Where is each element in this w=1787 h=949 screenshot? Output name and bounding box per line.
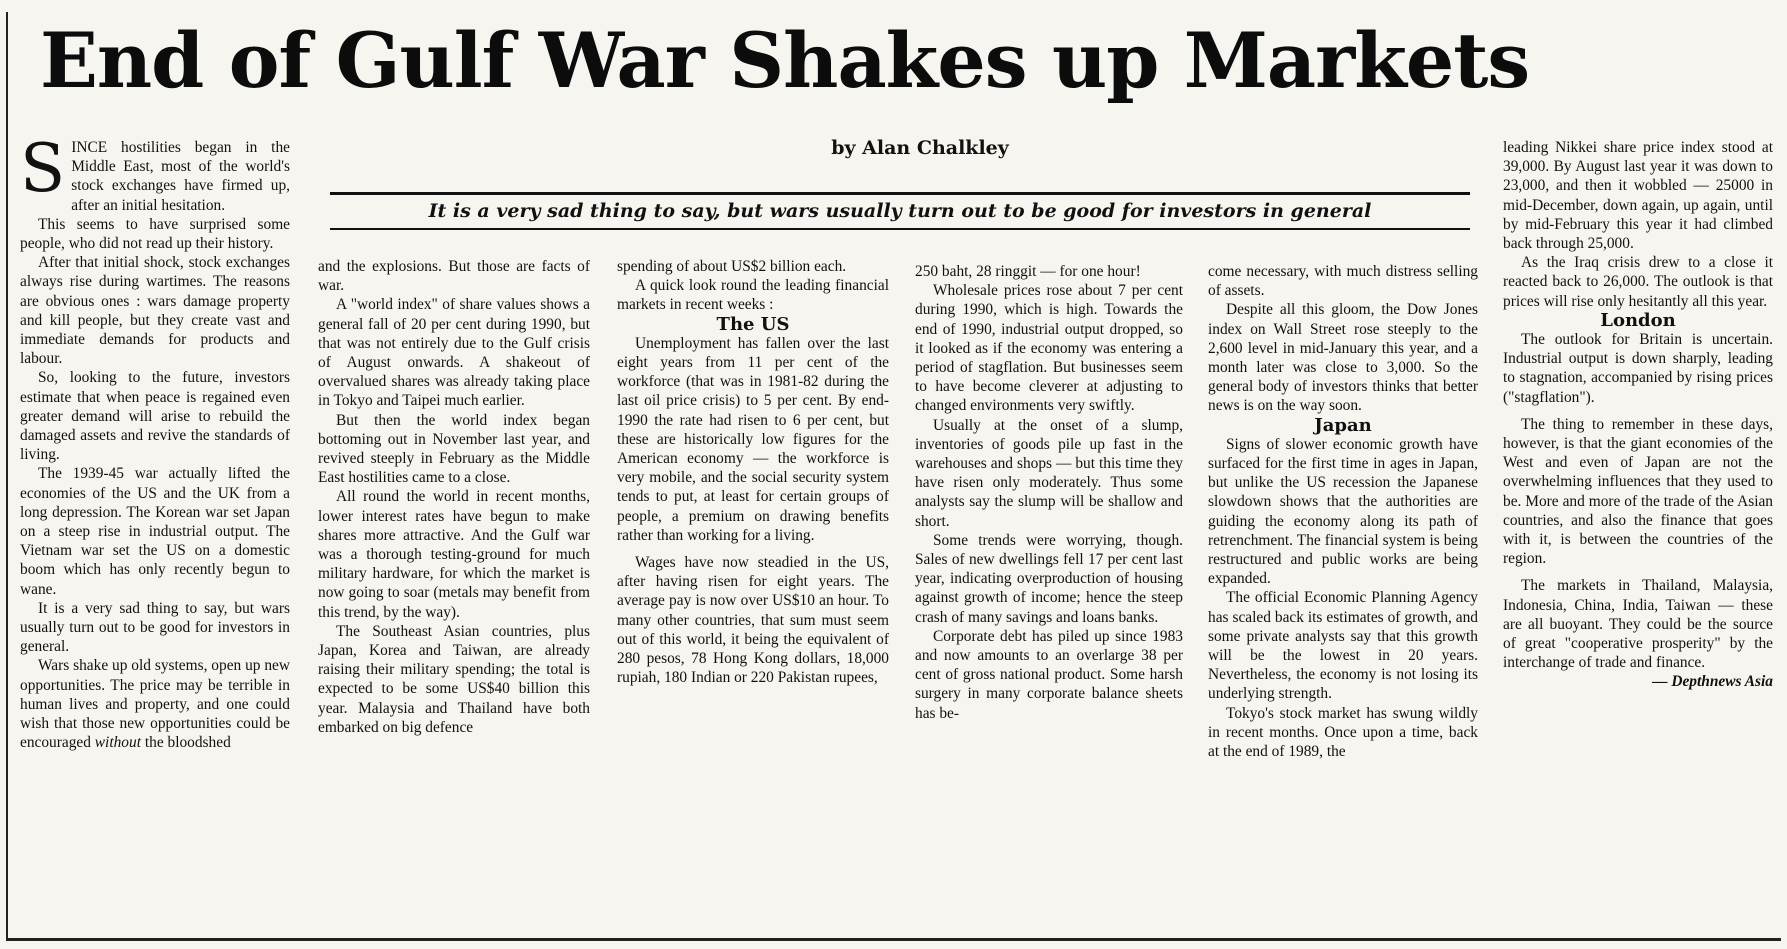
column-4-paragraph-3: Usually at the onset of a slump, inventories of goods pile up fast in the warehouses and shops — but this time they have risen only moderately. Thus some analysts say the slump will be shallow and short. <box>915 416 1183 530</box>
column-5-paragraph-3: Signs of slower economic growth have surfaced for the first time in ages in Japan, but unlike the US recession the Japanese slowdown shows that the authorities are guiding the economy along its path of retrenchment. The financial system is being restructured and public works are being expanded. <box>1208 435 1478 588</box>
headline: End of Gulf War Shakes up Markets <box>40 16 1530 105</box>
column-1-paragraph-7-text-a: Wars shake up old systems, open up new opportunities. The price may be terrible in human lives and property, and one could wish that those new opportunities could be encouraged <box>20 657 290 752</box>
column-2-paragraph-2: A "world index" of share values shows a general fall of 20 per cent during 1990, but that was not entirely due to the Gulf crisis of August onwards. A shakeout of overvalued shares was already taking place in Tokyo and Taipei much earlier. <box>318 296 590 410</box>
deck-top-rule <box>330 192 1470 195</box>
column-3-paragraph-3: Unemployment has fallen over the last eight years from 11 per cent of the workforce (that was in 1981-82 during the last oil price crisis) to 5 per cent. By end-1990 the rate had risen to 6 per cent, but these are historically low figures for the American economy — the workforce is very mobile, and the social security system tends to put, at least for certain groups of people, a premium on drawing benefits rather than working for a living. <box>617 334 889 544</box>
column-3-paragraph-4: Wages have now steadied in the US, after having risen for eight years. The average pay is now over US$10 an hour. To many other countries, that sum must seem out of this world, it being the equivalent of 280 pesos, 78 Hong Kong dollars, 18,000 rupiah, 180 Indian or 220 Pakistan rupees, <box>617 554 889 687</box>
column-2-paragraph-1: and the explosions. But those are facts of war. <box>318 258 590 295</box>
column-1-paragraph-2: This seems to have surprised some people, who did not read up their history. <box>20 215 290 253</box>
subhead-the-us: The US <box>716 313 790 335</box>
article-column-5 <box>1208 262 1478 761</box>
column-6-paragraph-3: The outlook for Britain is uncertain. Industrial output is down sharply, leading to stagnation, accompanied by rising prices ("stagflation"). <box>1503 331 1773 406</box>
bottom-rule <box>6 938 1781 941</box>
column-5-paragraph-2: Despite all this gloom, the Dow Jones index on Wall Street rose steeply to the 2,600 level in mid-January this year, and a month later was close to 3,000. So the general body of investors thinks that better news is on the way soon. <box>1208 301 1478 415</box>
deck-pull-quote: It is a very sad thing to say, but wars usually turn out to be good for investors in general <box>428 200 1372 222</box>
column-1-paragraph-7-text-b: the bloodshed <box>144 734 231 752</box>
column-1-paragraph-6: It is a very sad thing to say, but wars usually turn out to be good for investors in general. <box>20 599 290 656</box>
column-1-paragraph-4: So, looking to the future, investors estimate that when peace is regained even greater demand will arise to rebuild the damaged assets and revive the standards of living. <box>20 369 290 464</box>
column-6-paragraph-1: leading Nikkei share price index stood at 39,000. By August last year it was down to 23,000, and then it wobbled — 25000 in mid-December, down again, up again, until by mid-February this year it had climbed back through 25,000. <box>1503 139 1773 253</box>
column-6-paragraph-2: As the Iraq crisis drew to a close it reacted back to 26,000. The outlook is that prices will rise only hesitantly all this year. <box>1503 254 1773 310</box>
column-1-emphasis: without <box>94 734 141 752</box>
subhead-japan: Japan <box>1314 414 1372 436</box>
column-2-paragraph-5: The Southeast Asian countries, plus Japan, Korea and Taiwan, are already raising their military spending; the total is expected to be some US$40 billion this year. Malaysia and Thailand have both embarked on big defence <box>318 622 590 736</box>
source-credit: — Depthnews Asia <box>1652 673 1773 691</box>
byline: by Alan Chalkley <box>831 137 1009 159</box>
column-1-paragraph-5: The 1939-45 war actually lifted the economies of the US and the UK from a long depression. The Korean war set Japan on a steep rise in industrial output. The Vietnam war set the US on a domestic boom which has only recently begun to wane. <box>20 465 290 598</box>
column-2-paragraph-4: All round the world in recent months, lower interest rates have begun to make shares more attractive. And the Gulf war was a thorough testing-ground for much military hardware, for which the market is now going to soar (metals may benefit from this trend, by the way). <box>318 488 590 621</box>
column-4-paragraph-5: Corporate debt has piled up since 1983 and now amounts to an overlarge 38 per cent of gross national product. Some harsh surgery in many corporate balance sheets has be- <box>915 627 1183 722</box>
column-1-paragraph-7 <box>20 656 290 752</box>
column-4-paragraph-1: 250 baht, 28 ringgit — for one hour! <box>915 263 1141 280</box>
article-column-2 <box>318 257 590 737</box>
column-5-paragraph-4: The official Economic Planning Agency has scaled back its estimates of growth, and some private analysts say that this growth will be the lowest in 20 years. Nevertheless, the economy is not losing its underlying strength. <box>1208 589 1478 703</box>
column-1-paragraph-1 <box>20 130 290 215</box>
subhead-london: London <box>1600 309 1676 331</box>
column-1-paragraph-1-text: INCE hostilities began in the Middle East, most of the world's stock exchanges have firmed up, after an initial hesitation. <box>71 139 290 214</box>
article-column-6 <box>1503 138 1773 692</box>
article-column-4 <box>915 262 1183 723</box>
column-3-paragraph-2: A quick look round the leading financial markets in recent weeks : <box>617 277 889 314</box>
column-6-paragraph-5: The markets in Thailand, Malaysia, Indonesia, China, India, Taiwan — these are all buoyant. They could be the source of great "cooperative prosperity" by the interchange of trade and finance. <box>1503 577 1773 672</box>
column-2-paragraph-3: But then the world index began bottoming out in November last year, and revived steeply in February as the Middle East hostilities came to a close. <box>318 411 590 487</box>
drop-cap: S <box>20 130 66 207</box>
article-column-3 <box>617 257 889 687</box>
column-4-paragraph-2: Wholesale prices rose about 7 per cent during 1990, which is high. Towards the end of 1990, industrial output dropped, so it looked as if the economy was entering a period of stagflation. But businesses seem to have become cleverer at adjusting to changed environments very swiftly. <box>915 282 1183 415</box>
article-column-1 <box>20 130 290 753</box>
column-5-paragraph-1: come necessary, with much distress selling of assets. <box>1208 263 1478 300</box>
column-1-paragraph-3: After that initial shock, stock exchanges always rise during wartimes. The reasons are obvious ones : wars damage property and kill people, but they create vast and immediate demands for products and labour. <box>20 254 290 368</box>
column-4-paragraph-4: Some trends were worrying, though. Sales of new dwellings fell 17 per cent last year, indicating overproduction of housing against growth of income; hence the steep crash of many savings and loans banks. <box>915 531 1183 626</box>
column-5-paragraph-5: Tokyo's stock market has swung wildly in recent months. Once upon a time, back at the end of 1989, the <box>1208 704 1478 761</box>
left-column-rule <box>6 12 8 940</box>
column-3-paragraph-1: spending of about US$2 billion each. <box>617 258 847 275</box>
column-6-paragraph-4: The thing to remember in these days, however, is that the giant economies of the West and even of Japan are not the overwhelming influences that they used to be. More and more of the trade of the Asian countries, and also the finance that goes with it, is between the countries of the region. <box>1503 415 1773 568</box>
deck-bottom-rule <box>330 228 1470 230</box>
